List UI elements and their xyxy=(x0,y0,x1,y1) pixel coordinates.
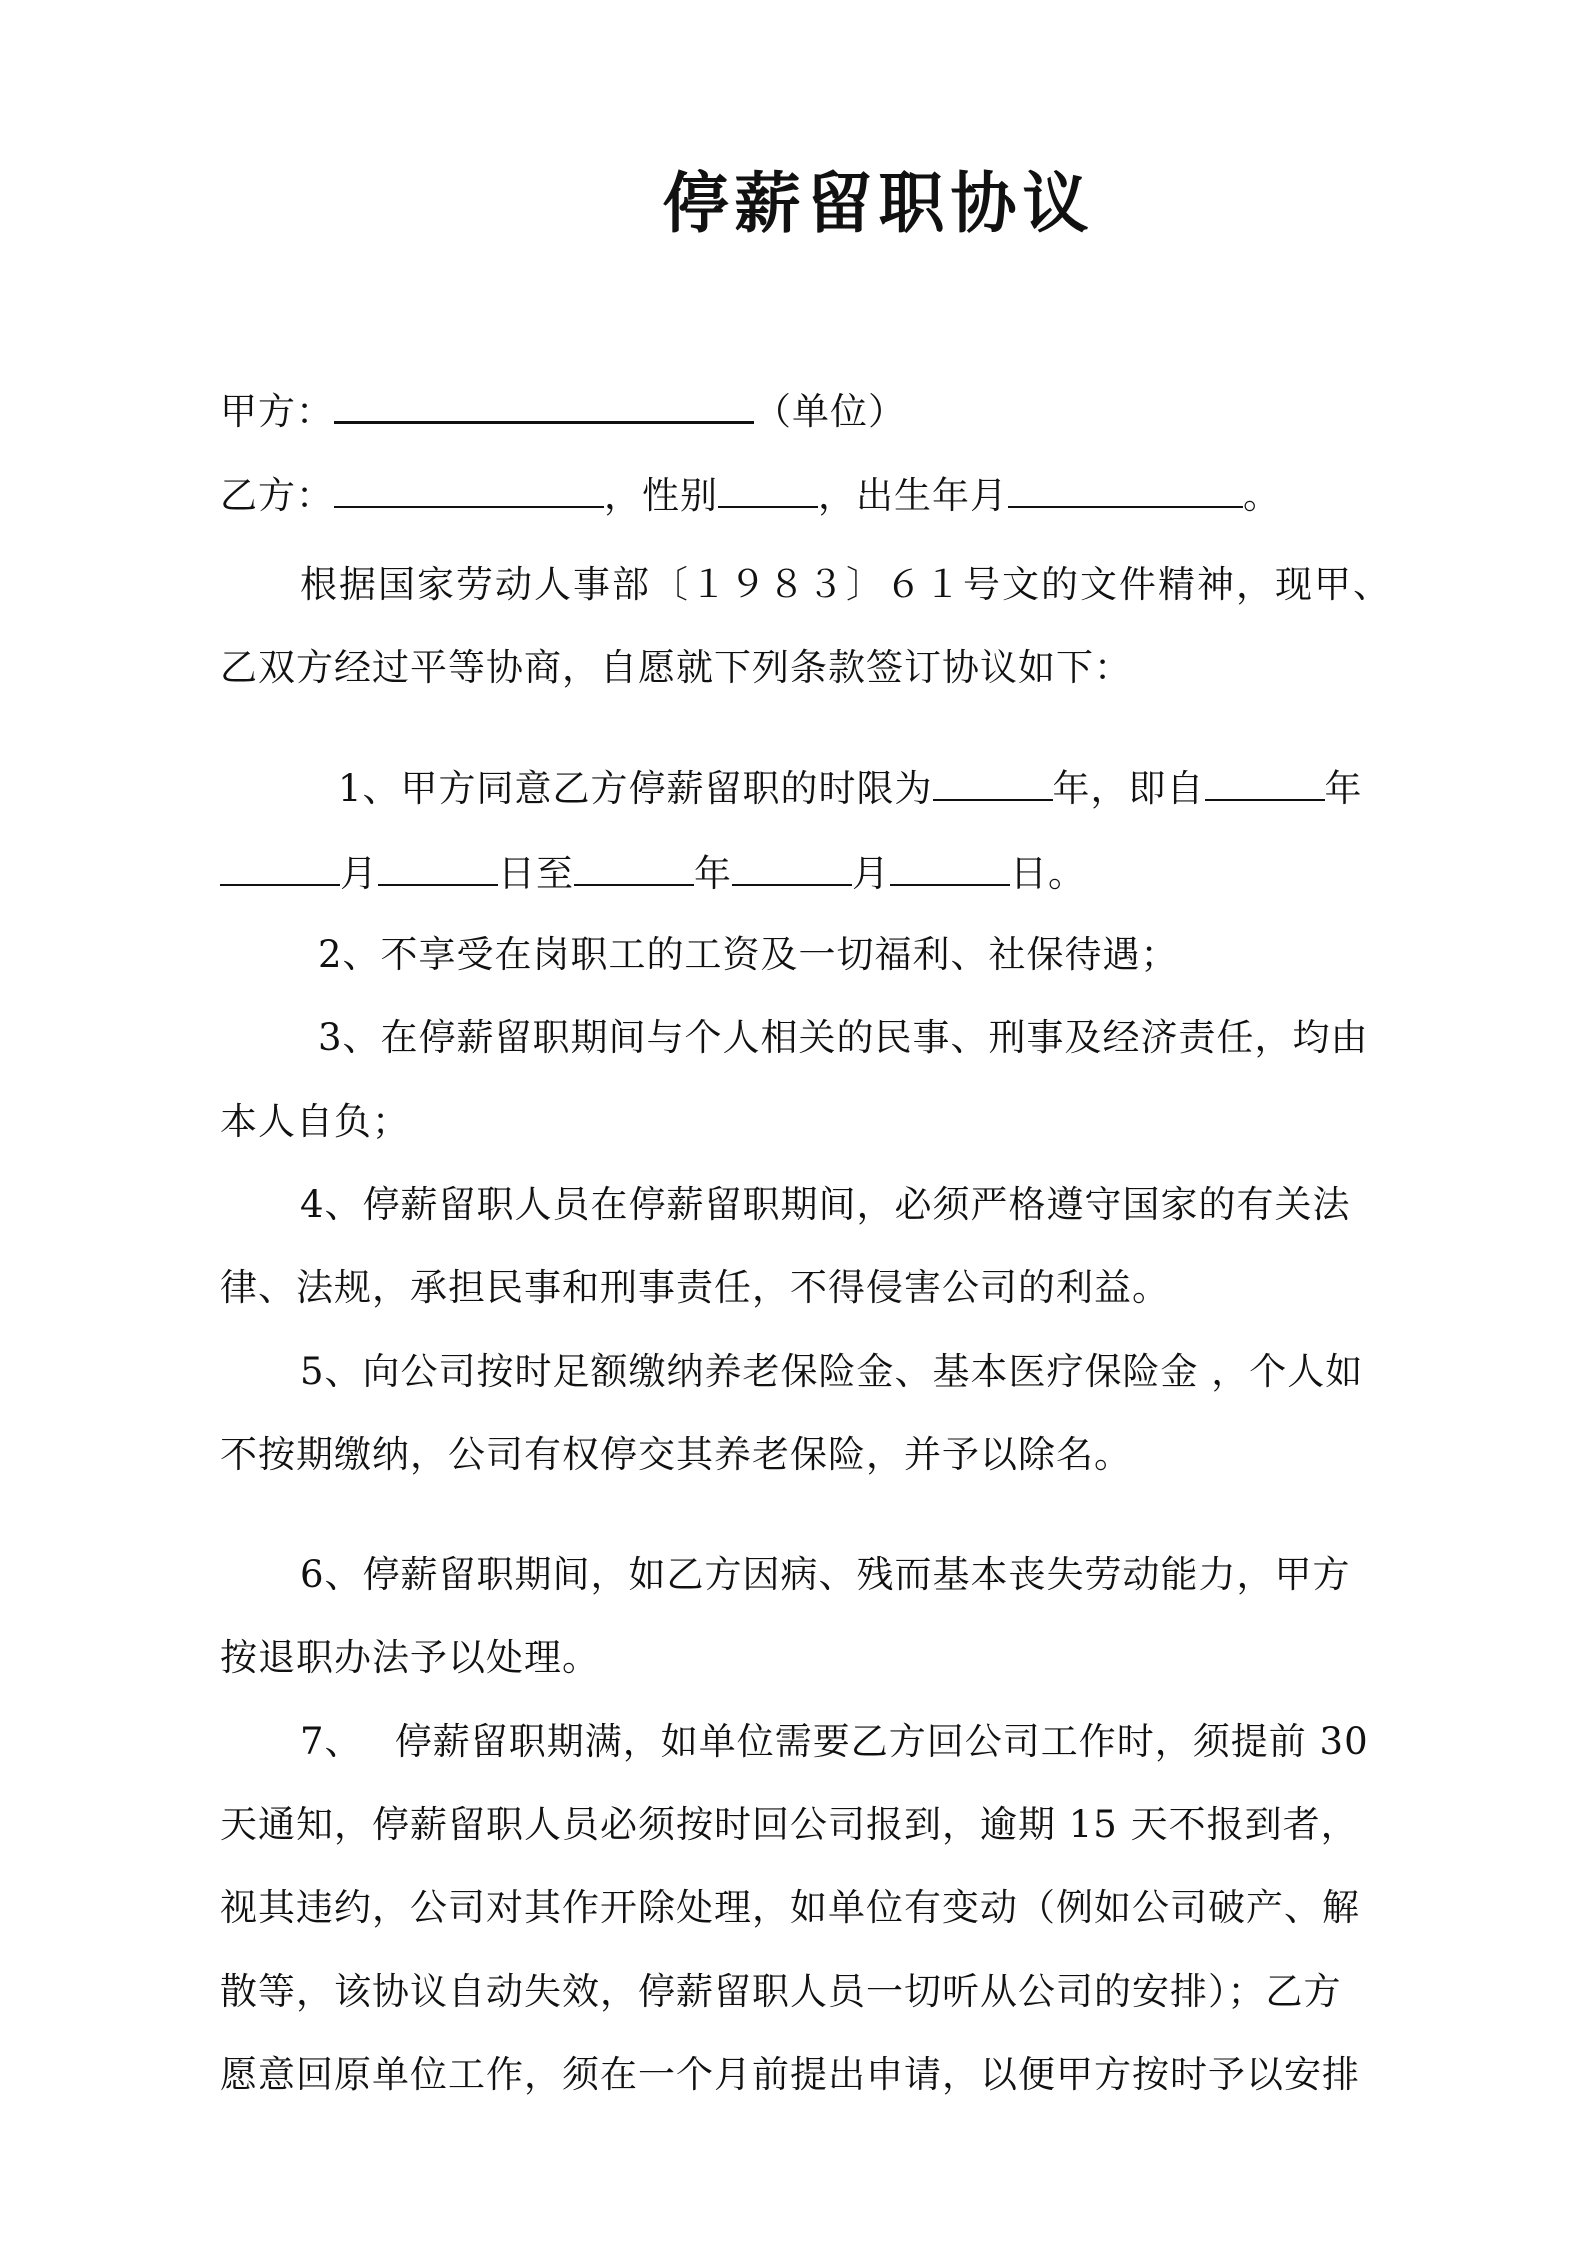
clause-5-line-1: 5、向公司按时足额缴纳养老保险金、基本医疗保险金 ，个人如 xyxy=(300,1350,1364,1393)
party-a-suffix: （单位） xyxy=(754,390,906,433)
clause-1-years-blank[interactable] xyxy=(933,763,1053,801)
clause-1-text-b: 年，即自 xyxy=(1052,767,1205,810)
clause-1-day-end: 日。 xyxy=(1010,852,1086,895)
party-a-line xyxy=(220,385,1410,437)
clause-1-line-2 xyxy=(220,848,1410,899)
clause-1-start-day-blank[interactable] xyxy=(378,848,498,886)
party-a-label: 甲方： xyxy=(220,390,334,433)
clause-6-line-2: 按退职办法予以处理。 xyxy=(220,1636,600,1679)
clause-1-start-year-blank[interactable] xyxy=(1205,763,1325,801)
clause-1-start-month-blank[interactable] xyxy=(220,848,340,886)
clause-3-line-2: 本人自负； xyxy=(220,1100,410,1143)
clause-6-line-1: 6、停薪留职期间，如乙方因病、残而基本丧失劳动能力，甲方 xyxy=(300,1553,1351,1596)
party-a-blank[interactable] xyxy=(334,385,754,424)
clause-1-day-to: 日至 xyxy=(498,852,574,895)
clause-1-line-1 xyxy=(338,763,1410,814)
party-b-gender-label: ，性别 xyxy=(604,474,718,517)
clause-1-end-month-blank[interactable] xyxy=(732,848,852,886)
clause-1-year-b: 年 xyxy=(694,852,732,895)
clause-1-end-day-blank[interactable] xyxy=(890,848,1010,886)
clause-4-line-2: 律、法规，承担民事和刑事责任，不得侵害公司的利益。 xyxy=(220,1266,1170,1309)
clause-1-text-c: 年 xyxy=(1324,767,1363,810)
clause-7-line-2: 天通知，停薪留职人员必须按时回公司报到，逾期 15 天不报到者， xyxy=(220,1803,1359,1846)
party-b-birth-blank[interactable] xyxy=(1008,470,1243,508)
party-b-birth-label: ，出生年月 xyxy=(818,474,1008,517)
clause-1-month-a: 月 xyxy=(340,852,378,895)
clause-7-line-3: 视其违约，公司对其作开除处理，如单位有变动（例如公司破产、解 xyxy=(220,1886,1360,1929)
intro-line-2: 乙双方经过平等协商，自愿就下列条款签订协议如下： xyxy=(220,646,1132,689)
intro-line-1: 根据国家劳动人事部〔１９８３〕６１号文的文件精神，现甲、 xyxy=(300,563,1392,606)
party-b-gender-blank[interactable] xyxy=(718,470,818,508)
clause-1-text-a: 1、甲方同意乙方停薪留职的时限为 xyxy=(338,767,933,810)
clause-5-line-2: 不按期缴纳，公司有权停交其养老保险，并予以除名。 xyxy=(220,1433,1132,1476)
clause-2: 2、不享受在岗职工的工资及一切福利、社保待遇； xyxy=(318,933,1179,976)
party-b-label: 乙方： xyxy=(220,474,334,517)
clause-3-line-1: 3、在停薪留职期间与个人相关的民事、刑事及经济责任，均由 xyxy=(318,1016,1369,1059)
party-b-end: 。 xyxy=(1243,474,1281,517)
clause-1-month-b: 月 xyxy=(852,852,890,895)
clause-7-line-5: 愿意回原单位工作，须在一个月前提出申请，以便甲方按时予以安排 xyxy=(220,2053,1360,2096)
document-title: 停薪留职协议 xyxy=(662,164,1095,242)
clause-4-line-1: 4、停薪留职人员在停薪留职期间，必须严格遵守国家的有关法 xyxy=(300,1183,1351,1226)
party-b-line xyxy=(220,470,1410,521)
clause-1-end-year-blank[interactable] xyxy=(574,848,694,886)
clause-7-line-4: 散等，该协议自动失效，停薪留职人员一切听从公司的安排）；乙方 xyxy=(220,1970,1342,2013)
party-b-name-blank[interactable] xyxy=(334,470,604,508)
clause-7-line-1: 7、 停薪留职期满，如单位需要乙方回公司工作时，须提前 30 xyxy=(300,1720,1369,1763)
